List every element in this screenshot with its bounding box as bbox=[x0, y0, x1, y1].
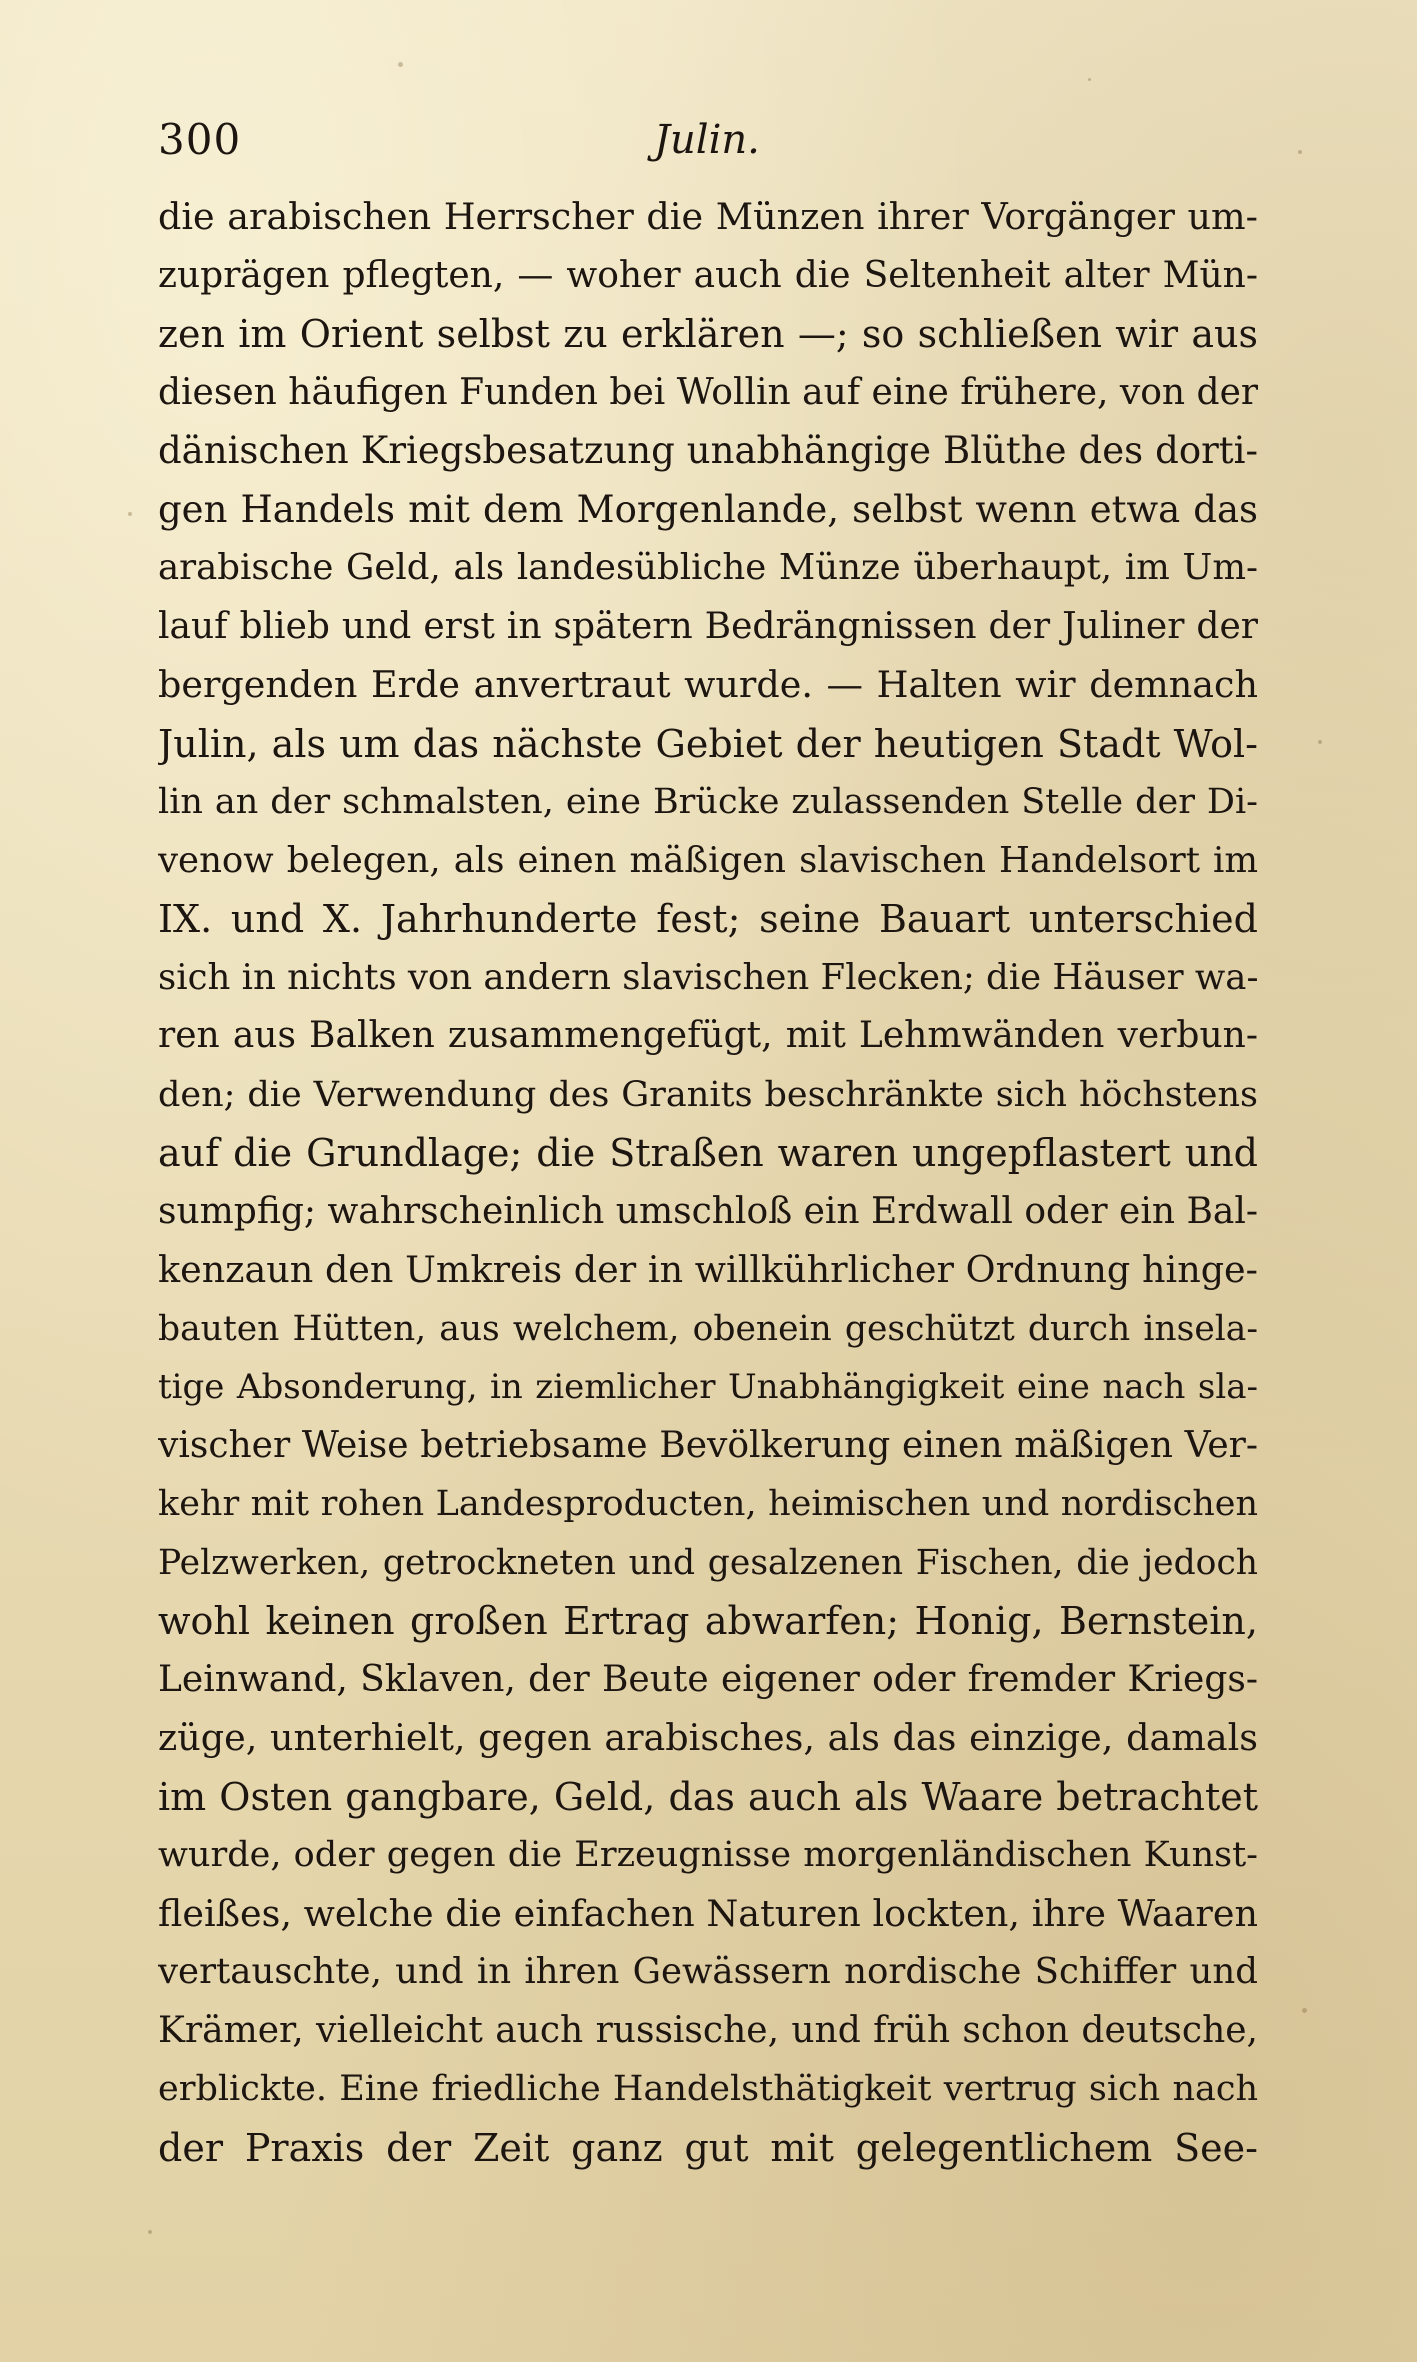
text-line: bergenden Erde anvertraut wurde. — Halten wir demnach bbox=[158, 663, 1258, 706]
text-line: fleißes, welche die einfachen Naturen lockten, ihre Waaren bbox=[158, 1891, 1258, 1935]
text-line: Leinwand, Sklaven, der Beute eigener oder fremder Kriegs- bbox=[158, 1658, 1258, 1700]
paper-speck bbox=[148, 2230, 152, 2234]
text-line: sumpfig; wahrscheinlich umschloß ein Erdwall oder ein Bal- bbox=[158, 1190, 1258, 1232]
paper-speck bbox=[1298, 150, 1302, 154]
text-line: arabische Geld, als landesübliche Münze überhaupt, im Um- bbox=[158, 547, 1258, 588]
text-line: wurde, oder gegen die Erzeugnisse morgenländischen Kunst- bbox=[158, 1835, 1258, 1875]
text-line: züge, unterhielt, gegen arabisches, als das einzige, damals bbox=[158, 1716, 1258, 1759]
text-line: sich in nichts von andern slavischen Flecken; die Häuser wa- bbox=[158, 956, 1258, 998]
text-line: die arabischen Herrscher die Münzen ihrer Vorgänger um- bbox=[158, 195, 1258, 238]
paper-speck bbox=[1318, 740, 1322, 744]
text-line: kenzaun den Umkreis der in willkührlicher Ordnung hinge- bbox=[158, 1248, 1258, 1291]
text-line: im Osten gangbare, Geld, das auch als Waare betrachtet bbox=[158, 1774, 1258, 1819]
body-text bbox=[158, 188, 1258, 2177]
page-number: 300 bbox=[158, 115, 242, 164]
text-line: diesen häufigen Funden bei Wollin auf eine frühere, von der bbox=[158, 371, 1258, 413]
running-head: Julin. bbox=[654, 117, 760, 163]
text-line: wohl keinen großen Ertrag abwarfen; Honig, Bernstein, bbox=[158, 1599, 1258, 1643]
page-header bbox=[158, 110, 1258, 170]
paper-speck bbox=[398, 62, 403, 67]
text-line: kehr mit rohen Landesproducten, heimischen und nordischen bbox=[158, 1484, 1258, 1524]
text-line: Krämer, vielleicht auch russische, und früh schon deutsche, bbox=[158, 2009, 1258, 2051]
text-line: zuprägen pflegten, — woher auch die Seltenheit alter Mün- bbox=[158, 254, 1258, 296]
paper-speck bbox=[1302, 2008, 1307, 2013]
text-line: Pelzwerken, getrockneten und gesalzenen Fischen, die jedoch bbox=[158, 1542, 1258, 1583]
text-line: auf die Grundlage; die Straßen waren ungepflastert und bbox=[158, 1131, 1258, 1175]
text-line: den; die Verwendung des Granits beschränkte sich höchstens bbox=[158, 1074, 1258, 1115]
text-line: zen im Orient selbst zu erklären —; so schließen wir aus bbox=[158, 312, 1258, 356]
text-line: vertauschte, und in ihren Gewässern nordische Schiffer und bbox=[158, 1951, 1258, 1992]
text-line: dänischen Kriegsbesatzung unabhängige Blüthe des dorti- bbox=[158, 429, 1258, 472]
text-line: der Praxis der Zeit ganz gut mit gelegentlichem See- bbox=[158, 2125, 1258, 2170]
text-line: ren aus Balken zusammengefügt, mit Lehmwänden verbun- bbox=[158, 1015, 1258, 1056]
text-line: erblickte. Eine friedliche Handelsthätigkeit vertrug sich nach bbox=[158, 2069, 1258, 2109]
text-line: IX. und X. Jahrhunderte fest; seine Bauart unterschied bbox=[158, 897, 1258, 941]
text-line: lin an der schmalsten, eine Brücke zulassenden Stelle der Di- bbox=[158, 782, 1258, 822]
text-line: Julin, als um das nächste Gebiet der heutigen Stadt Wol- bbox=[158, 721, 1258, 766]
text-line: lauf blieb und erst in spätern Bedrängnissen der Juliner der bbox=[158, 605, 1258, 647]
text-line: bauten Hütten, aus welchem, obenein geschützt durch insela- bbox=[158, 1308, 1258, 1349]
text-line: vischer Weise betriebsame Bevölkerung einen mäßigen Ver- bbox=[158, 1424, 1258, 1466]
text-line: tige Absonderung, in ziemlicher Unabhängigkeit eine nach sla- bbox=[158, 1367, 1258, 1407]
paper-speck bbox=[128, 512, 132, 516]
paper-speck bbox=[1088, 78, 1091, 81]
text-line: venow belegen, als einen mäßigen slavischen Handelsort im bbox=[158, 839, 1258, 881]
text-line: gen Handels mit dem Morgenlande, selbst wenn etwa das bbox=[158, 487, 1258, 531]
